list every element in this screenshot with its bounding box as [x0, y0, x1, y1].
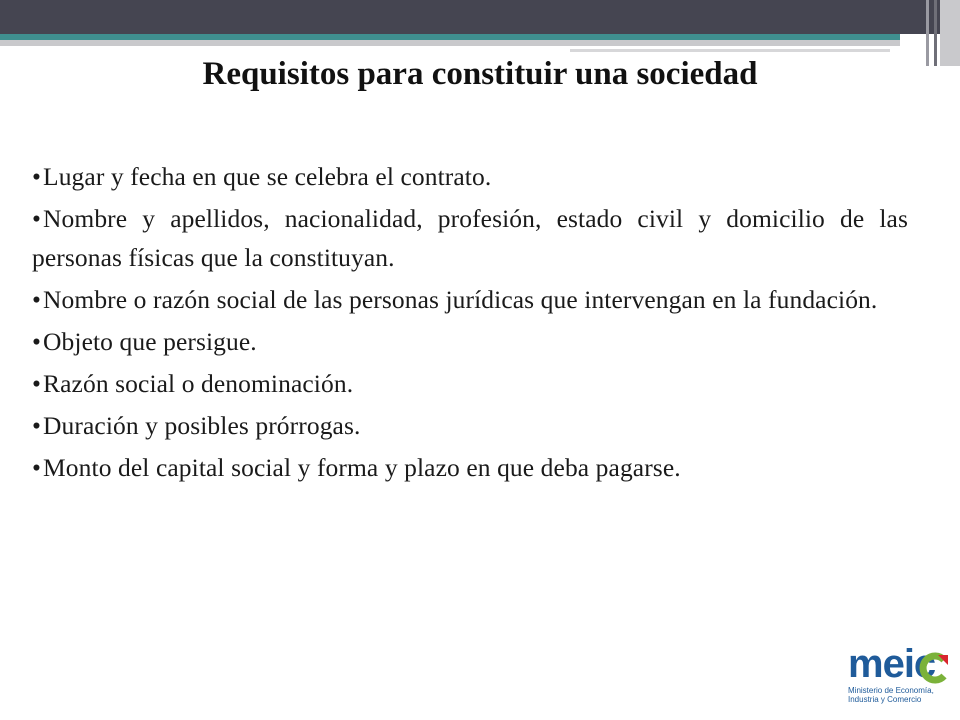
- list-item: [32, 199, 908, 277]
- header-band: [0, 0, 960, 34]
- list-item: [32, 406, 908, 445]
- list-item-text: Monto del capital social y forma y plazo en que deba pagarse.: [43, 453, 681, 482]
- requirements-list: [32, 157, 908, 490]
- list-item: [32, 280, 908, 319]
- logo-caption: [848, 686, 934, 704]
- bullet-glyph: •: [32, 369, 42, 398]
- meic-logo: [848, 644, 948, 704]
- slide-title: Requisitos para constituir una sociedad: [202, 56, 758, 92]
- bullet-glyph: •: [32, 327, 42, 356]
- decorative-line-shadow: [570, 49, 890, 52]
- bullet-glyph: •: [32, 453, 42, 482]
- list-item: [32, 448, 908, 487]
- bullet-glyph: •: [32, 162, 42, 191]
- list-item: [32, 322, 908, 361]
- list-item-text: Nombre y apellidos, nacionalidad, profesión, estado civil y domicilio de las personas físicas que la constituyan.: [32, 204, 908, 272]
- bullet-glyph: •: [32, 285, 42, 314]
- logo-wordmark: meic: [848, 642, 936, 686]
- logo-c-icon: [918, 652, 950, 684]
- logo-caption-line1: Ministerio de Economía,: [848, 686, 934, 695]
- list-item-text: Lugar y fecha en que se celebra el contrato.: [43, 162, 492, 191]
- bullet-glyph: •: [32, 411, 42, 440]
- bullet-glyph: •: [32, 204, 42, 233]
- list-item: [32, 157, 908, 196]
- list-item-text: Razón social o denominación.: [43, 369, 354, 398]
- list-item-text: Objeto que persigue.: [43, 327, 257, 356]
- list-item-text: Duración y posibles prórrogas.: [43, 411, 361, 440]
- list-item: [32, 364, 908, 403]
- list-item-text: Nombre o razón social de las personas jurídicas que intervengan en la fundación.: [43, 285, 878, 314]
- logo-caption-line2: Industria y Comercio: [848, 695, 922, 704]
